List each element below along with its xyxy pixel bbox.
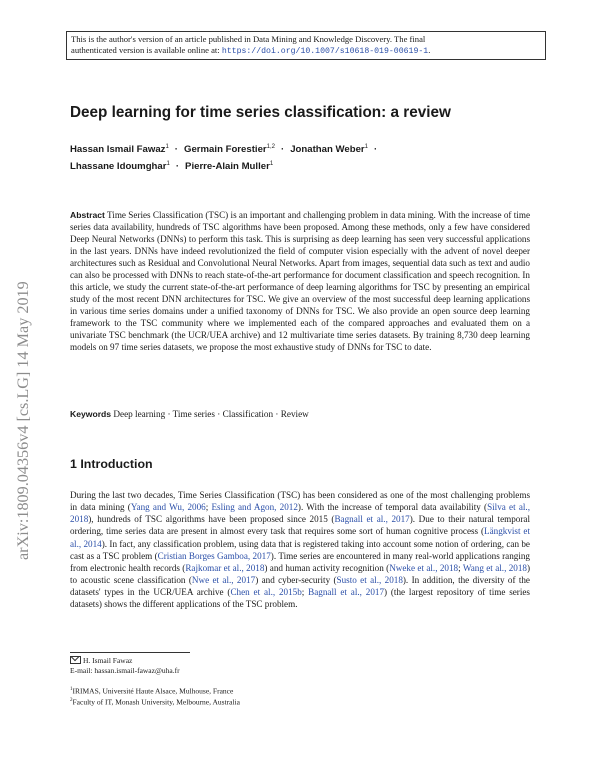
affiliation-text: Faculty of IT, Monash University, Melbourne, Australia <box>72 697 240 707</box>
affiliation-number: 2 <box>70 698 73 703</box>
contact-line <box>70 656 180 666</box>
author-name: Germain Forestier <box>184 144 267 156</box>
citation-link[interactable]: Rajkomar et al., 2018 <box>185 562 265 573</box>
author-affiliation: 1 <box>165 144 169 150</box>
author-line-2 <box>70 157 383 174</box>
envelope-icon <box>70 656 81 664</box>
author-name: Hassan Ismail Fawaz <box>70 144 166 156</box>
contact-name: H. Ismail Fawaz <box>83 656 133 665</box>
notice-prefix: authenticated version is available online at: <box>71 45 222 55</box>
author-name: Pierre-Alain Muller <box>185 161 270 173</box>
author-line-1 <box>70 140 383 157</box>
author-separator: · <box>281 144 285 156</box>
citation-link[interactable]: Bagnall et al., 2017 <box>308 587 385 598</box>
intro-text: ). In fact, any classification problem, using data that is registered taking into account some notion of ordering, can be cast as a TSC problem ( <box>70 538 530 561</box>
intro-text: ). Due to their natural temporal ordering, time series data are present in almost every task that requires some sort of human cognitive process ( <box>70 514 530 537</box>
intro-text: ) and human activity recognition ( <box>264 562 390 573</box>
author-name: Jonathan Weber <box>290 144 365 156</box>
section-number: 1 <box>70 457 77 471</box>
notice-line-1: This is the author's version of an article published in Data Mining and Knowledge Discovery. The final <box>71 34 426 44</box>
author-separator: · <box>374 144 378 156</box>
author-name: Lhassane Idoumghar <box>70 161 167 173</box>
citation-link[interactable]: Silva et al., 2018 <box>70 502 530 525</box>
footnote-rule <box>70 652 190 653</box>
keywords-text: Deep learning · Time series · Classification · Review <box>113 409 309 419</box>
citation-link[interactable]: Susto et al., 2018 <box>336 575 403 586</box>
affiliation-number: 1 <box>70 687 73 692</box>
notice-suffix: . <box>428 45 431 55</box>
intro-text: ). Time series are encountered in many real-world applications ranging from electronic health records ( <box>70 550 530 573</box>
author-separator: · <box>175 161 180 173</box>
affiliation-text: IRIMAS, Université Haute Alsace, Mulhouse, France <box>72 686 234 696</box>
paper-title: Deep learning for time series classification: a review <box>70 104 451 121</box>
affiliation-2 <box>70 696 240 707</box>
citation-link[interactable]: Bagnall et al., 2017 <box>334 514 410 525</box>
citation-link[interactable]: Esling and Agon, 2012 <box>211 502 298 513</box>
keywords-label: Keywords <box>70 409 112 419</box>
introduction-paragraph <box>70 489 530 611</box>
intro-text: ; <box>205 502 212 513</box>
abstract-label: Abstract <box>70 210 105 220</box>
intro-text: ; <box>458 562 463 573</box>
keywords <box>70 408 530 420</box>
affiliation-1 <box>70 685 240 696</box>
abstract <box>70 209 530 353</box>
citation-link[interactable]: Cristian Borges Gamboa, 2017 <box>157 550 271 561</box>
intro-text: ). In addition, the diversity of the datasets' types in the UCR/UEA archive ( <box>70 575 530 598</box>
author-list <box>70 140 383 174</box>
affiliation-footnotes <box>70 685 240 707</box>
arxiv-stamp: arXiv:1809.04356v4 [cs.LG] 14 May 2019 <box>14 281 32 560</box>
intro-text: ; <box>301 587 309 598</box>
intro-text: ) to acoustic scene classification ( <box>70 562 531 586</box>
citation-link[interactable]: Nwe et al., 2017 <box>191 575 256 586</box>
citation-link[interactable]: Yang and Wu, 2006 <box>130 502 206 513</box>
citation-link[interactable]: Wang et al., 2018 <box>462 562 527 573</box>
notice-line-2 <box>71 45 541 57</box>
author-affiliation: 1,2 <box>266 144 275 150</box>
section-heading <box>70 457 153 471</box>
intro-text: ). With the increase of temporal data availability ( <box>297 502 488 513</box>
contact-email[interactable]: E-mail: hassan.ismail-fawaz@uha.fr <box>70 665 180 675</box>
intro-text: ) (the largest repository of time series datasets) shows the different applications of the TSC problem. <box>70 587 530 610</box>
abstract-text: Time Series Classification (TSC) is an important and challenging problem in data mining. With the increase of time series data availability, hundreds of TSC algorithms have been proposed. Among these methods, only a few have considered Deep Neural Networks (DNNs) to perform this task. This is surprising as deep learning has seen very successful applications in the last years. DNNs have indeed revolutionized the field of computer vision especially with the advent of novel deeper architectures such as Residual and Convolutional Neural Networks. Apart from images, sequential data such as text and audio can also be processed with DNNs to reach state-of-the-art performance for document classification and speech recognition. In this article, we study the current state-of-the-art performance of deep learning algorithms for TSC by presenting an empirical study of the most recent DNN architectures for TSC. We give an overview of the most successful deep learning applications in various time series domains under a unified taxonomy of DNNs for TSC. We also provide an open source deep learning framework to the TSC community where we implemented each of the compared approaches and evaluated them on a univariate TSC benchmark (the UCR/UEA archive) and 12 multivariate time series datasets. By training 8,730 deep learning models on 97 time series datasets, we propose the most exhaustive study of DNNs for TSC to date. <box>70 210 530 352</box>
intro-text: During the last two decades, Time Series Classification (TSC) has been considered as one of the most challenging problems in data mining ( <box>70 490 530 513</box>
intro-text: ), hundreds of TSC algorithms have been proposed since 2015 ( <box>88 514 335 525</box>
section-title: Introduction <box>80 457 153 471</box>
publication-notice <box>66 31 546 60</box>
citation-link[interactable]: Chen et al., 2015b <box>230 587 302 598</box>
author-affiliation: 1 <box>364 144 369 150</box>
contact-footnote <box>70 656 180 675</box>
author-affiliation: 1 <box>269 161 274 168</box>
doi-link[interactable]: https://doi.org/10.1007/s10618-019-00619-1 <box>221 47 429 56</box>
citation-link[interactable]: Längkvist et al., 2014 <box>70 526 530 549</box>
citation-link[interactable]: Nweke et al., 2018 <box>389 562 459 573</box>
author-affiliation: 1 <box>166 161 170 168</box>
author-separator: · <box>174 144 178 156</box>
intro-text: ) and cyber-security ( <box>255 575 337 586</box>
